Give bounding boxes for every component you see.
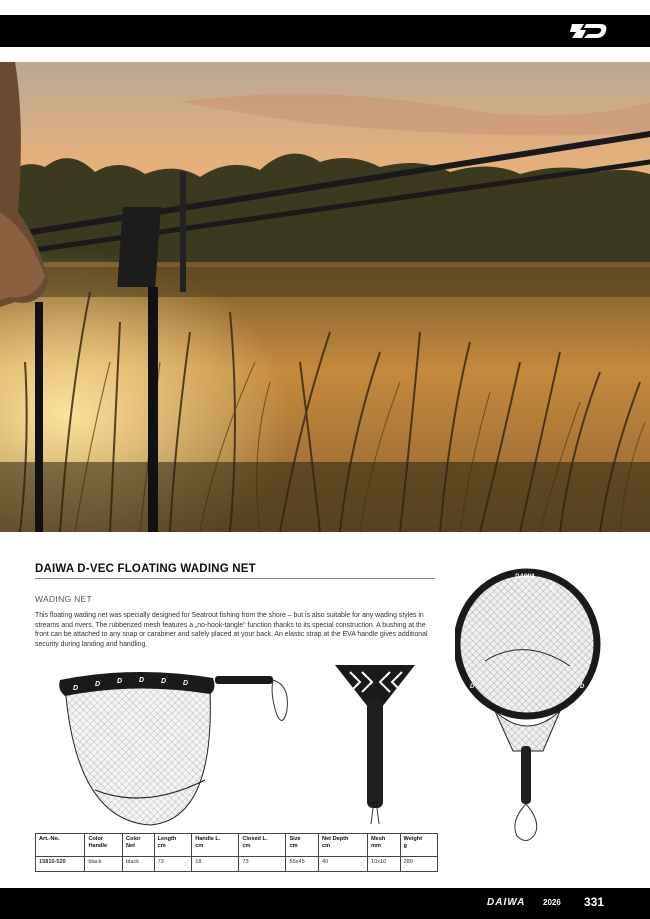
svg-text:DAIWA: DAIWA bbox=[515, 574, 535, 580]
column-header: Color Net bbox=[123, 834, 155, 857]
net-handle-detail-image bbox=[330, 662, 420, 832]
table-cell: 73 bbox=[239, 857, 286, 872]
svg-text:D: D bbox=[550, 586, 555, 592]
footer-brand: DAIWA bbox=[487, 897, 526, 908]
column-header: Weight g bbox=[400, 834, 437, 857]
product-description: This floating wading net was specially designed for Seatrout fishing from the shore – but is also suitable for any wading styles in streams and rivers. The rubberized mesh features a „no-hook-tangle“ function thanks to its special construction. A bushing at the front can be attached to any snap or carabiner and safely placed at your back. An elastic strap at the EVA handle gives additional security during landing and handling. bbox=[35, 612, 428, 648]
svg-text:D: D bbox=[73, 685, 79, 692]
svg-text:D: D bbox=[470, 684, 475, 690]
table-cell: black bbox=[123, 857, 155, 872]
product-title: DAIWA D-VEC FLOATING WADING NET bbox=[35, 563, 256, 575]
column-header: Net Depth cm bbox=[319, 834, 368, 857]
hero-photo bbox=[0, 62, 650, 532]
svg-text:D: D bbox=[95, 681, 101, 688]
spec-table bbox=[35, 833, 438, 872]
svg-text:D: D bbox=[139, 677, 145, 684]
top-bar bbox=[0, 15, 650, 47]
column-header: Length cm bbox=[154, 834, 192, 857]
table-cell: 55x45 bbox=[286, 857, 319, 872]
column-header: Closed L. cm bbox=[239, 834, 286, 857]
column-header: Color Handle bbox=[85, 834, 123, 857]
svg-text:D: D bbox=[161, 678, 167, 685]
title-divider bbox=[35, 578, 435, 579]
net-side-view-image bbox=[55, 660, 295, 830]
svg-text:D: D bbox=[183, 680, 189, 687]
table-cell: 280 bbox=[400, 857, 437, 872]
table-cell: 15810-520 bbox=[36, 857, 85, 872]
svg-text:D: D bbox=[117, 678, 123, 685]
table-header-row bbox=[36, 834, 438, 857]
table-cell: black bbox=[85, 857, 123, 872]
net-front-view-image bbox=[455, 566, 605, 856]
table-cell: 40 bbox=[319, 857, 368, 872]
table-row bbox=[36, 857, 438, 872]
column-header: Art.-No. bbox=[36, 834, 85, 857]
footer-bar bbox=[0, 888, 650, 919]
column-header: Size cm bbox=[286, 834, 319, 857]
page-number: 331 bbox=[584, 895, 605, 909]
product-subtitle: WADING NET bbox=[35, 594, 92, 604]
daiwa-d-logo-icon bbox=[570, 21, 610, 41]
table-cell: 18 bbox=[192, 857, 239, 872]
svg-text:D: D bbox=[580, 684, 585, 690]
table-cell: 10x10 bbox=[367, 857, 400, 872]
footer-year: 2026 bbox=[543, 898, 561, 907]
column-header: Mesh mm bbox=[367, 834, 400, 857]
table-cell: 73 bbox=[154, 857, 192, 872]
column-header: Handle L. cm bbox=[192, 834, 239, 857]
